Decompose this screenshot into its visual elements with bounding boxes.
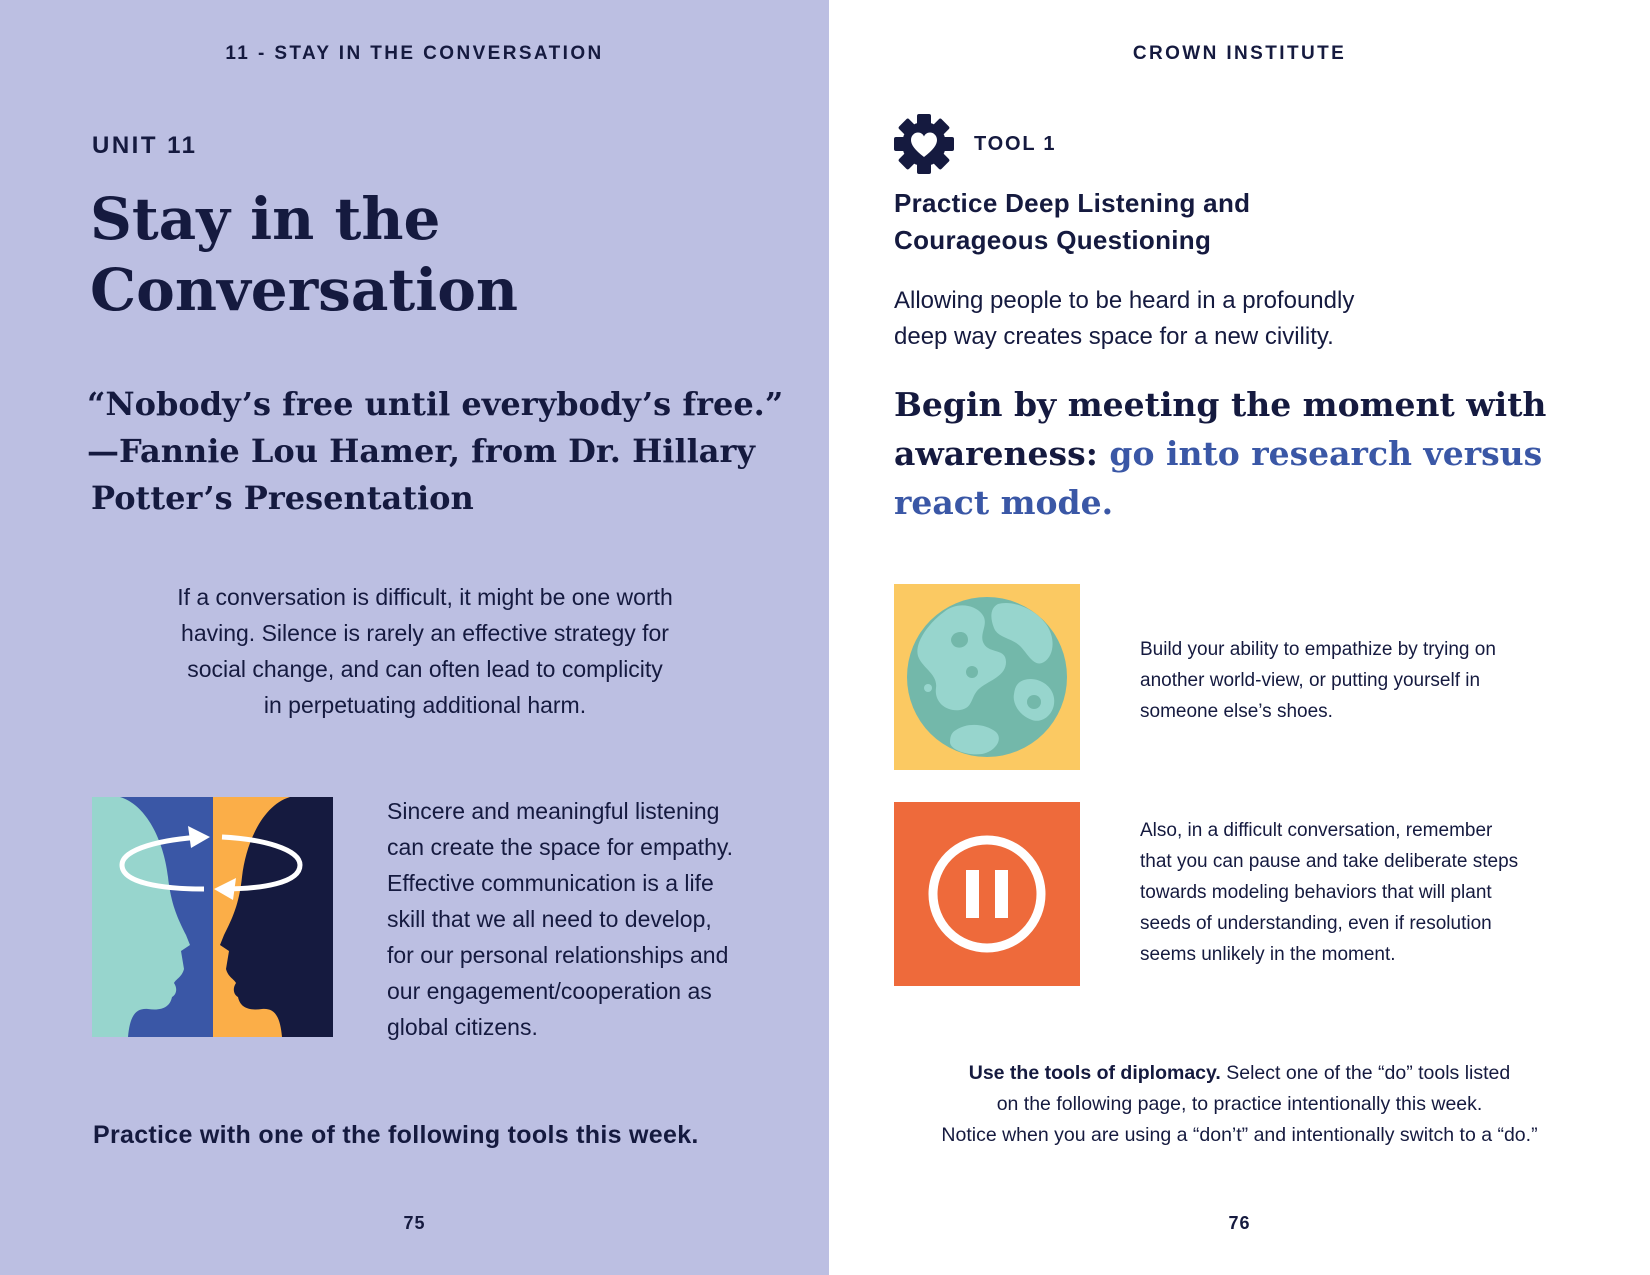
key-statement-line-3: react mode. bbox=[894, 483, 1114, 522]
right-page bbox=[829, 0, 1650, 1275]
intro-line: in perpetuating additional harm. bbox=[263, 692, 587, 718]
intro-line: social change, and can often lead to complicity bbox=[187, 656, 663, 682]
unit-label: UNIT 11 bbox=[92, 132, 198, 159]
lead-line-2: deep way creates space for a new civility. bbox=[894, 323, 1334, 350]
quote-line-3: Potter’s Presentation bbox=[91, 479, 474, 517]
quote-line-2: —Fannie Lou Hamer, from Dr. Hillary bbox=[87, 432, 755, 470]
diplomacy-note bbox=[869, 1058, 1610, 1151]
key-statement-line-1: Begin by meeting the moment with bbox=[894, 385, 1547, 424]
listening-paragraph bbox=[387, 793, 807, 1045]
tool-subhead-line-1: Practice Deep Listening and bbox=[894, 188, 1251, 218]
pause-line: Also, in a difficult conversation, remember bbox=[1140, 820, 1493, 841]
intro-line: having. Silence is rarely an effective strategy for bbox=[181, 620, 669, 646]
tool-label: TOOL 1 bbox=[974, 133, 1057, 155]
empathy-paragraph bbox=[1140, 634, 1620, 727]
listening-line: Sincere and meaningful listening bbox=[387, 798, 720, 824]
empathy-line: another world-view, or putting yourself in bbox=[1140, 670, 1481, 691]
listening-line: our engagement/cooperation as bbox=[387, 978, 712, 1004]
key-statement-dark: awareness: bbox=[894, 434, 1110, 473]
pause-line: seems unlikely in the moment. bbox=[1140, 944, 1396, 965]
listening-line: Effective communication is a life bbox=[387, 870, 714, 896]
diplomacy-line-1 bbox=[869, 1058, 1610, 1089]
quote-block bbox=[87, 381, 817, 522]
running-head-left: 11 - STAY IN THE CONVERSATION bbox=[225, 43, 604, 64]
listening-line: skill that we all need to develop, bbox=[387, 906, 712, 932]
page-number-left: 75 bbox=[403, 1213, 426, 1233]
pause-line: seeds of understanding, even if resolution bbox=[1140, 913, 1492, 934]
diplomacy-rest: Select one of the “do” tools listed bbox=[1220, 1062, 1511, 1084]
globe-icon bbox=[894, 584, 1080, 770]
tool-subhead bbox=[894, 185, 1250, 259]
diplomacy-line-3: Notice when you are using a “don’t” and intentionally switch to a “do.” bbox=[941, 1124, 1538, 1146]
listening-line: global citizens. bbox=[387, 1014, 538, 1040]
pause-line: that you can pause and take deliberate steps bbox=[1140, 851, 1519, 872]
page-title-line-1: Stay in the bbox=[90, 185, 441, 253]
key-statement-accent: go into research versus bbox=[1109, 434, 1543, 473]
empathy-line: someone else’s shoes. bbox=[1140, 701, 1333, 722]
intro-paragraph bbox=[60, 579, 790, 723]
listening-line: can create the space for empathy. bbox=[387, 834, 734, 860]
pause-line: towards modeling behaviors that will plant bbox=[1140, 882, 1492, 903]
pause-paragraph bbox=[1140, 815, 1630, 970]
empathy-line: Build your ability to empathize by trying on bbox=[1140, 639, 1496, 660]
quote-line-1: “Nobody’s free until everybody’s free.” bbox=[87, 385, 784, 423]
intro-line: If a conversation is difficult, it might be one worth bbox=[177, 584, 673, 610]
pause-icon bbox=[894, 802, 1080, 986]
practice-callout: Practice with one of the following tools this week. bbox=[93, 1121, 699, 1149]
page-title-line-2: Conversation bbox=[90, 256, 519, 324]
listening-line: for our personal relationships and bbox=[387, 942, 729, 968]
gear-heart-icon bbox=[893, 113, 955, 175]
page-title bbox=[90, 184, 518, 326]
diplomacy-line-2: on the following page, to practice intentionally this week. bbox=[996, 1093, 1483, 1115]
lead-paragraph bbox=[894, 283, 1354, 355]
lead-line-1: Allowing people to be heard in a profoundly bbox=[894, 287, 1355, 314]
page-number-right: 76 bbox=[1228, 1213, 1251, 1233]
key-statement-line-2 bbox=[894, 429, 1634, 478]
diplomacy-bold: Use the tools of diplomacy. bbox=[968, 1062, 1221, 1084]
running-head-right: CROWN INSTITUTE bbox=[1132, 43, 1347, 64]
two-heads-conversation-icon bbox=[92, 797, 333, 1037]
key-statement bbox=[894, 380, 1634, 527]
tool-subhead-line-2: Courageous Questioning bbox=[894, 225, 1212, 255]
